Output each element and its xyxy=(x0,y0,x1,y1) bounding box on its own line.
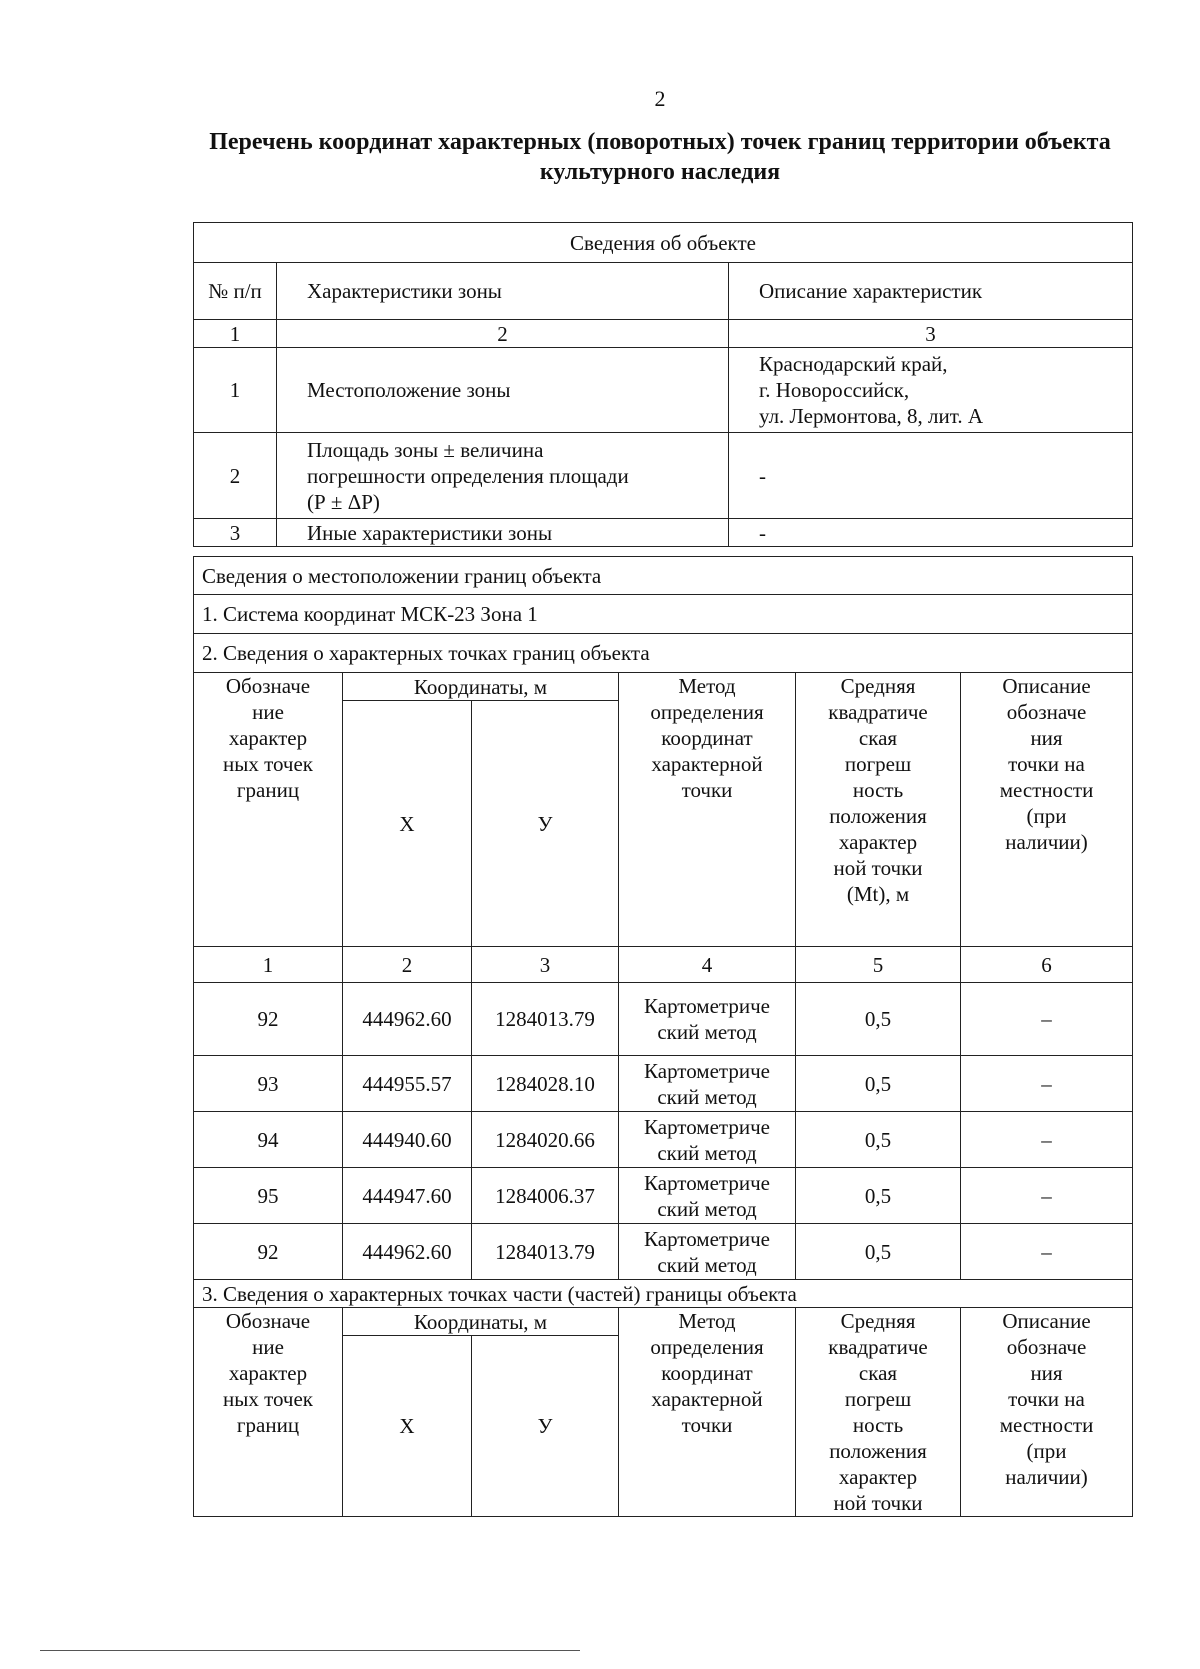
point-note: – xyxy=(961,983,1133,1056)
col-coords-header: Координаты, м xyxy=(343,1308,619,1336)
table-row xyxy=(194,1112,1133,1168)
row-desc: - xyxy=(729,519,1133,547)
point-id: 93 xyxy=(194,1056,343,1112)
table-row xyxy=(194,1224,1133,1280)
point-method: Картометриче ский метод xyxy=(619,983,796,1056)
col-index: 2 xyxy=(277,320,729,348)
col-method-header: Метод определения координат характерной точки xyxy=(619,673,796,947)
col-index: 2 xyxy=(343,947,472,983)
table-row xyxy=(194,983,1133,1056)
point-id: 95 xyxy=(194,1168,343,1224)
row-num: 2 xyxy=(194,433,277,519)
col-index: 3 xyxy=(729,320,1133,348)
point-y: 1284006.37 xyxy=(472,1168,619,1224)
point-x: 444947.60 xyxy=(343,1168,472,1224)
col-desc-header: Описание характеристик xyxy=(729,263,1133,320)
point-x: 444940.60 xyxy=(343,1112,472,1168)
page-number: 2 xyxy=(654,86,666,111)
col-note-header: Описание обозначе ния точки на местности (при наличии) xyxy=(961,673,1133,947)
table-row xyxy=(194,433,1133,519)
point-method: Картометриче ский метод xyxy=(619,1224,796,1280)
point-x: 444962.60 xyxy=(343,1224,472,1280)
point-id: 94 xyxy=(194,1112,343,1168)
point-method: Картометриче ский метод xyxy=(619,1168,796,1224)
col-index: 4 xyxy=(619,947,796,983)
col-index: 1 xyxy=(194,947,343,983)
point-error: 0,5 xyxy=(796,1056,961,1112)
object-info-table xyxy=(193,222,1133,547)
table-row xyxy=(194,1168,1133,1224)
point-error: 0,5 xyxy=(796,1224,961,1280)
location-header: Сведения о местоположении границ объекта xyxy=(194,557,1133,595)
row-char: Площадь зоны ± величина погрешности определения площади (Р ± ΔР) xyxy=(277,433,729,519)
table-row xyxy=(194,1056,1133,1112)
point-note: – xyxy=(961,1168,1133,1224)
col-index: 3 xyxy=(472,947,619,983)
row-desc: Краснодарский край, г. Новороссийск, ул. Лермонтова, 8, лит. А xyxy=(729,348,1133,433)
table-row xyxy=(194,519,1133,547)
row-num: 3 xyxy=(194,519,277,547)
row-num: 1 xyxy=(194,348,277,433)
row-char: Местоположение зоны xyxy=(277,348,729,433)
col-error-header: Средняя квадратиче ская погреш ность положения характер ной точки xyxy=(796,1308,961,1517)
col-method-header: Метод определения координат характерной точки xyxy=(619,1308,796,1517)
section-2-heading: 2. Сведения о характерных точках границ объекта xyxy=(194,634,1133,673)
col-note-header: Описание обозначе ния точки на местности (при наличии) xyxy=(961,1308,1133,1517)
footer-divider xyxy=(40,1650,580,1651)
col-index: 5 xyxy=(796,947,961,983)
document-title: Перечень координат характерных (поворотных) точек границ территории объекта культурного наследия xyxy=(209,129,1111,185)
col-char-header: Характеристики зоны xyxy=(277,263,729,320)
point-y: 1284013.79 xyxy=(472,1224,619,1280)
point-note: – xyxy=(961,1224,1133,1280)
point-method: Картометриче ский метод xyxy=(619,1112,796,1168)
col-error-header: Средняя квадратиче ская погреш ность положения характер ной точки (Mt), м xyxy=(796,673,961,947)
point-error: 0,5 xyxy=(796,1112,961,1168)
col-index: 6 xyxy=(961,947,1133,983)
point-x: 444955.57 xyxy=(343,1056,472,1112)
col-coords-header: Координаты, м xyxy=(343,673,619,701)
col-y-header: У xyxy=(472,1336,619,1517)
coordinate-system: 1. Система координат МСК-23 Зона 1 xyxy=(194,595,1133,634)
col-designation-header: Обозначе ние характер ных точек границ xyxy=(194,673,343,947)
point-error: 0,5 xyxy=(796,983,961,1056)
point-y: 1284028.10 xyxy=(472,1056,619,1112)
point-note: – xyxy=(961,1056,1133,1112)
col-designation-header: Обозначе ние характер ных точек границ xyxy=(194,1308,343,1517)
point-y: 1284013.79 xyxy=(472,983,619,1056)
point-y: 1284020.66 xyxy=(472,1112,619,1168)
point-error: 0,5 xyxy=(796,1168,961,1224)
col-x-header: Х xyxy=(343,1336,472,1517)
row-char: Иные характеристики зоны xyxy=(277,519,729,547)
section-3-heading: 3. Сведения о характерных точках части (частей) границы объекта xyxy=(194,1280,1133,1308)
point-x: 444962.60 xyxy=(343,983,472,1056)
table-row xyxy=(194,348,1133,433)
col-num-header: № п/п xyxy=(194,263,277,320)
row-desc: - xyxy=(729,433,1133,519)
col-y-header: У xyxy=(472,701,619,947)
point-note: – xyxy=(961,1112,1133,1168)
point-method: Картометриче ский метод xyxy=(619,1056,796,1112)
object-info-header: Сведения об объекте xyxy=(194,223,1133,263)
col-x-header: Х xyxy=(343,701,472,947)
boundary-points-table xyxy=(193,556,1133,1517)
point-id: 92 xyxy=(194,983,343,1056)
point-id: 92 xyxy=(194,1224,343,1280)
col-index: 1 xyxy=(194,320,277,348)
